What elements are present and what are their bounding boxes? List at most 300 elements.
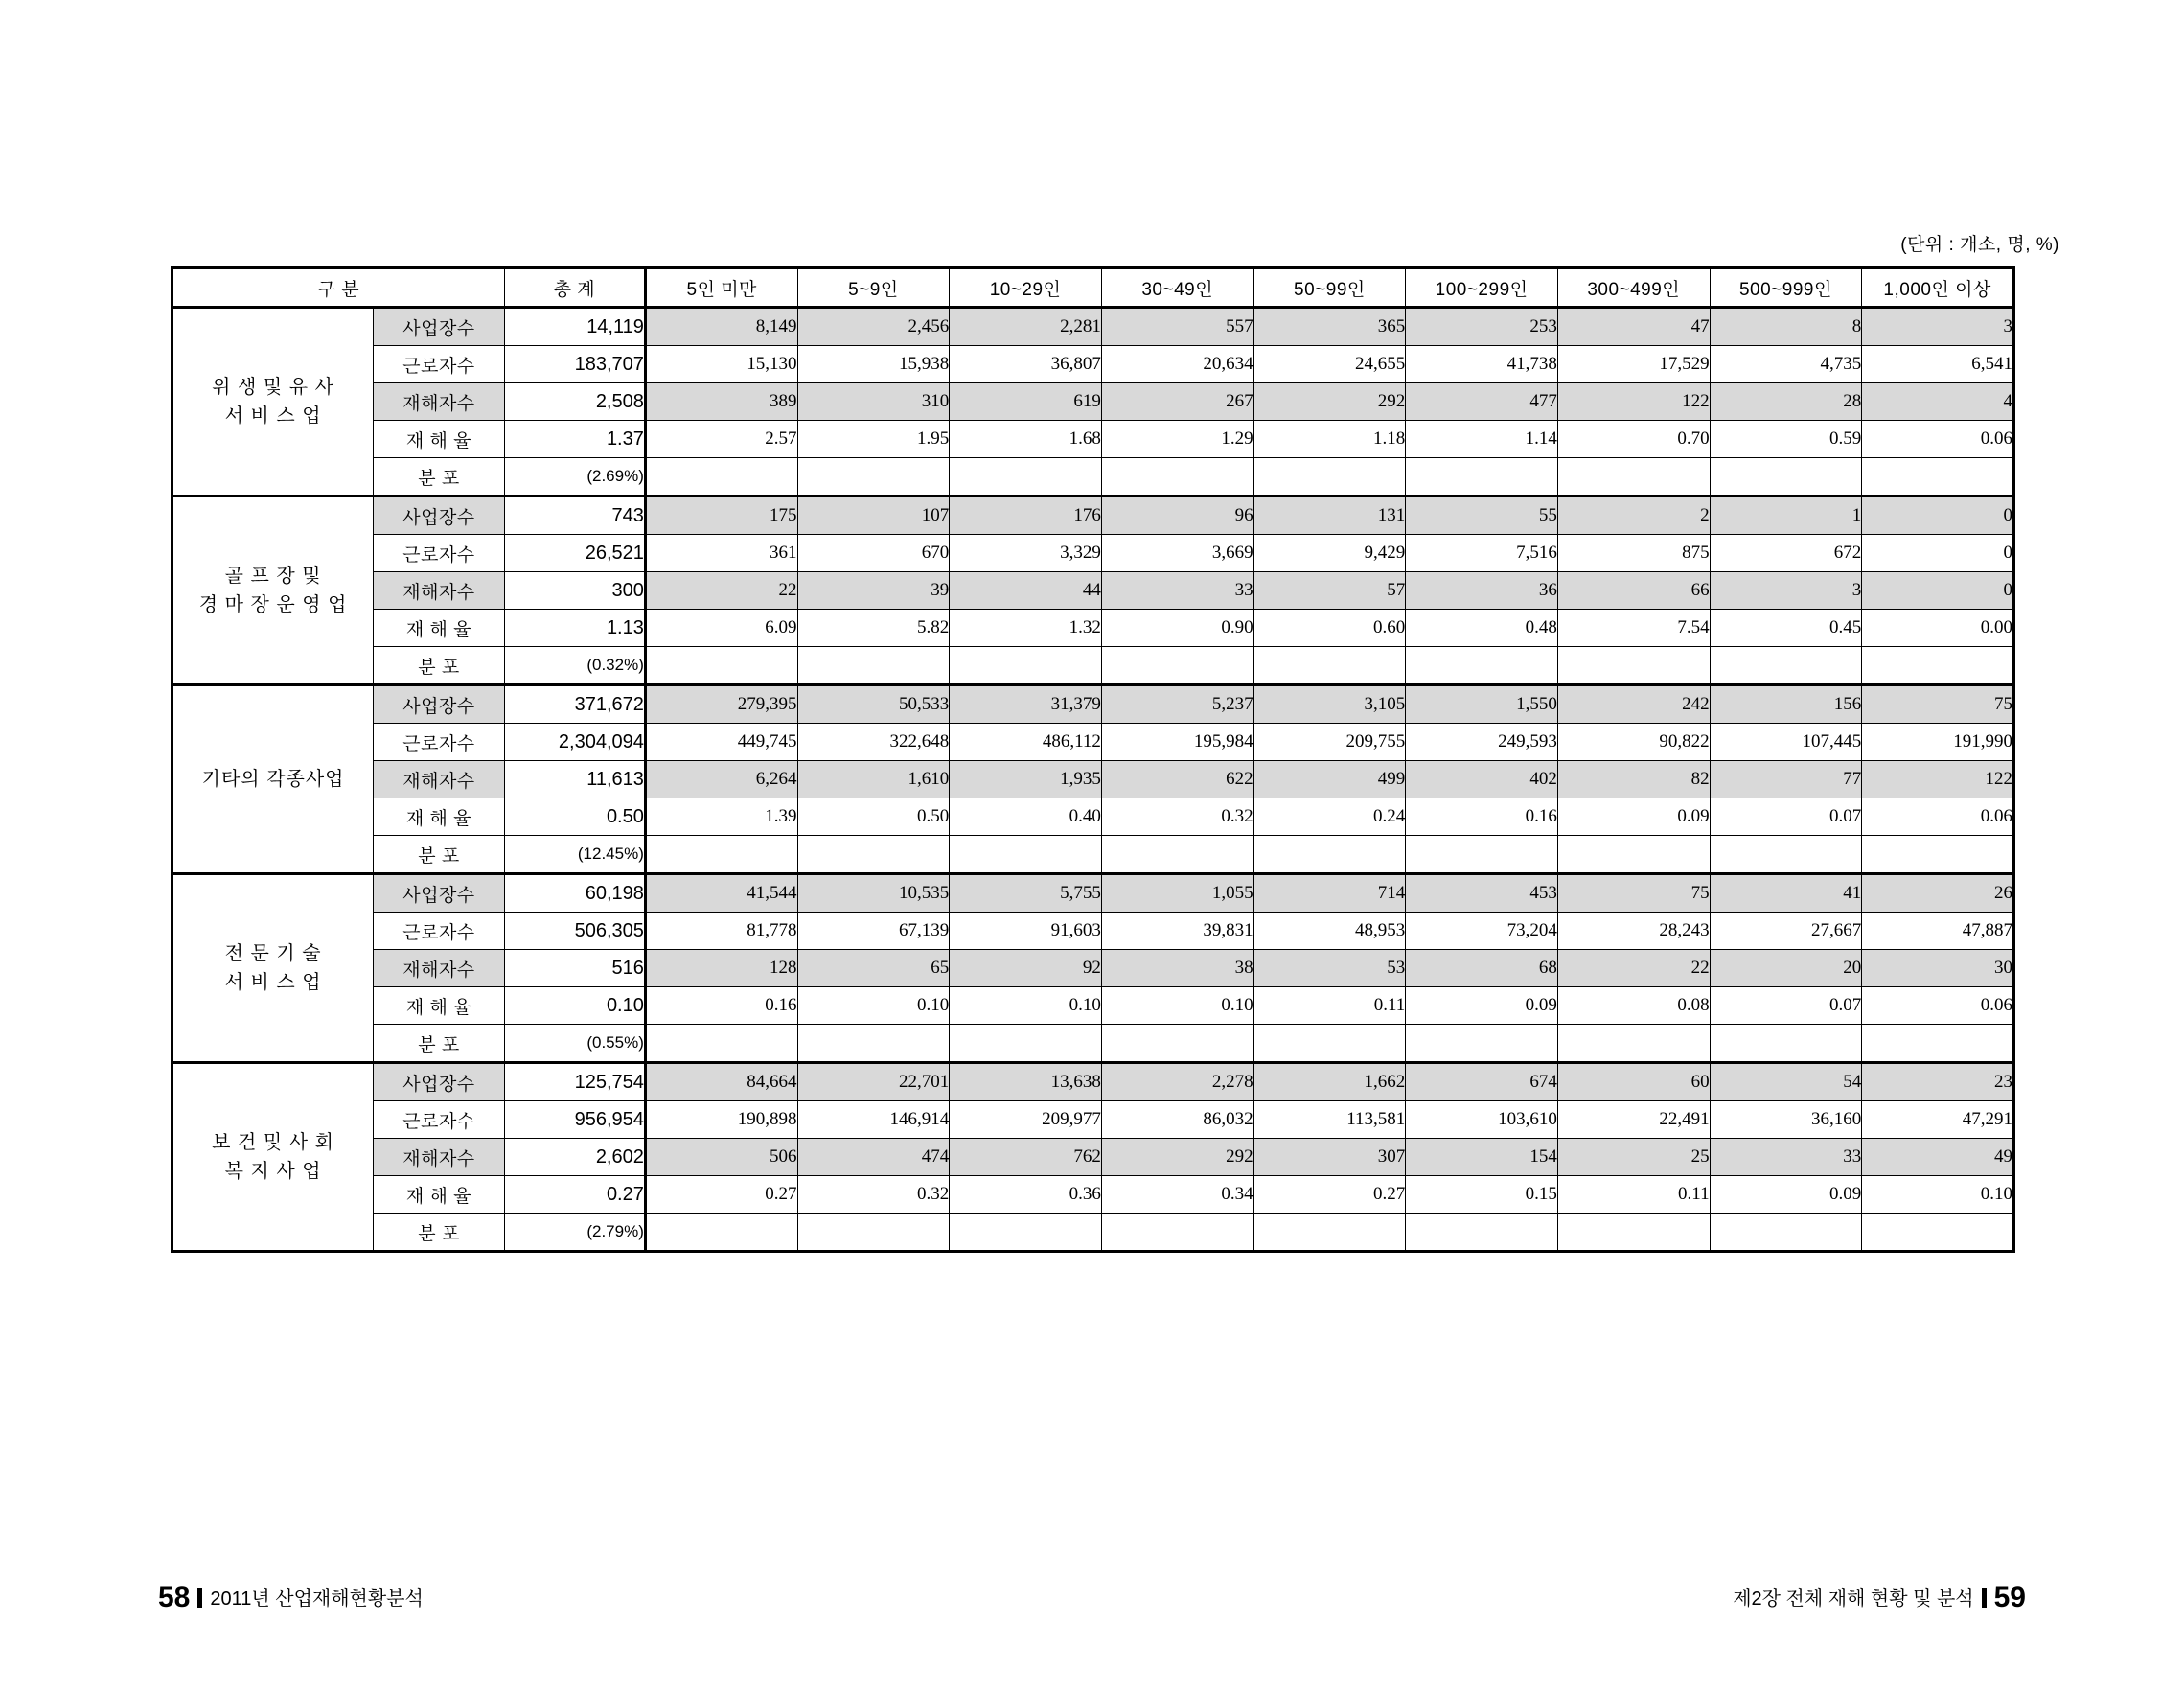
cell: 67,139 bbox=[797, 913, 950, 950]
cell-empty bbox=[1253, 836, 1406, 874]
header-total: 총 계 bbox=[504, 268, 645, 308]
cell-distribution: (2.79%) bbox=[504, 1214, 645, 1252]
cell: 292 bbox=[1253, 383, 1406, 421]
cell: 28,243 bbox=[1557, 913, 1710, 950]
cell: 5,755 bbox=[950, 874, 1102, 913]
table-row bbox=[172, 685, 2014, 724]
cell-total: 183,707 bbox=[504, 346, 645, 383]
cell: 0.06 bbox=[1862, 798, 2014, 836]
cell-total: 0.50 bbox=[504, 798, 645, 836]
header-gubun: 구 분 bbox=[172, 268, 505, 308]
cell-empty bbox=[950, 458, 1102, 497]
cell: 27,667 bbox=[1710, 913, 1862, 950]
cell: 1.29 bbox=[1101, 421, 1253, 458]
table-row bbox=[172, 1139, 2014, 1176]
cell-total: 0.27 bbox=[504, 1176, 645, 1214]
header-300to499: 300~499인 bbox=[1557, 268, 1710, 308]
unit-note: (단위 : 개소, 명, %) bbox=[1900, 235, 2059, 255]
cell-empty bbox=[950, 1214, 1102, 1252]
cell-empty bbox=[1862, 1214, 2014, 1252]
group-label-4: 보 건 및 사 회 복 지 사 업 bbox=[172, 1063, 374, 1252]
table-row bbox=[172, 346, 2014, 383]
cell-empty bbox=[950, 647, 1102, 685]
cell: 0.11 bbox=[1557, 1176, 1710, 1214]
row-label-rate: 재 해 율 bbox=[374, 798, 505, 836]
cell: 1.39 bbox=[645, 798, 797, 836]
cell-total: 60,198 bbox=[504, 874, 645, 913]
cell-empty bbox=[1557, 836, 1710, 874]
cell: 0.70 bbox=[1557, 421, 1710, 458]
cell: 0.27 bbox=[1253, 1176, 1406, 1214]
footer-left bbox=[158, 1582, 424, 1614]
cell-total: 300 bbox=[504, 572, 645, 610]
row-label-accidents: 재해자수 bbox=[374, 572, 505, 610]
cell: 1.95 bbox=[797, 421, 950, 458]
cell: 36 bbox=[1406, 572, 1558, 610]
cell: 156 bbox=[1710, 685, 1862, 724]
cell: 310 bbox=[797, 383, 950, 421]
cell-empty bbox=[1862, 647, 2014, 685]
row-label-workers: 근로자수 bbox=[374, 724, 505, 761]
cell-empty bbox=[1862, 836, 2014, 874]
cell: 619 bbox=[950, 383, 1102, 421]
cell: 0.11 bbox=[1253, 987, 1406, 1025]
cell: 44 bbox=[950, 572, 1102, 610]
cell: 0.60 bbox=[1253, 610, 1406, 647]
cell: 17,529 bbox=[1557, 346, 1710, 383]
cell: 0.24 bbox=[1253, 798, 1406, 836]
cell-distribution: (0.55%) bbox=[504, 1025, 645, 1063]
cell-empty bbox=[1406, 1214, 1558, 1252]
cell: 86,032 bbox=[1101, 1101, 1253, 1139]
statistics-table bbox=[171, 266, 2015, 1253]
cell: 195,984 bbox=[1101, 724, 1253, 761]
table-row bbox=[172, 535, 2014, 572]
cell: 48,953 bbox=[1253, 913, 1406, 950]
cell: 60 bbox=[1557, 1063, 1710, 1101]
cell-empty bbox=[950, 836, 1102, 874]
cell: 0.40 bbox=[950, 798, 1102, 836]
cell: 131 bbox=[1253, 497, 1406, 535]
cell: 242 bbox=[1557, 685, 1710, 724]
cell: 20,634 bbox=[1101, 346, 1253, 383]
cell: 6.09 bbox=[645, 610, 797, 647]
cell: 146,914 bbox=[797, 1101, 950, 1139]
cell: 0.16 bbox=[1406, 798, 1558, 836]
cell-empty bbox=[645, 836, 797, 874]
header-50to99: 50~99인 bbox=[1253, 268, 1406, 308]
cell: 30 bbox=[1862, 950, 2014, 987]
row-label-dist: 분 포 bbox=[374, 836, 505, 874]
table-row bbox=[172, 874, 2014, 913]
row-label-rate: 재 해 율 bbox=[374, 421, 505, 458]
table-row bbox=[172, 987, 2014, 1025]
cell: 474 bbox=[797, 1139, 950, 1176]
table-row bbox=[172, 1176, 2014, 1214]
row-label-rate: 재 해 율 bbox=[374, 987, 505, 1025]
cell-empty bbox=[1710, 647, 1862, 685]
cell: 33 bbox=[1710, 1139, 1862, 1176]
cell: 90,822 bbox=[1557, 724, 1710, 761]
cell: 66 bbox=[1557, 572, 1710, 610]
cell: 762 bbox=[950, 1139, 1102, 1176]
cell: 361 bbox=[645, 535, 797, 572]
cell: 2,278 bbox=[1101, 1063, 1253, 1101]
cell-empty bbox=[1710, 1025, 1862, 1063]
row-label-workplaces: 사업장수 bbox=[374, 685, 505, 724]
cell: 506 bbox=[645, 1139, 797, 1176]
cell: 54 bbox=[1710, 1063, 1862, 1101]
cell: 81,778 bbox=[645, 913, 797, 950]
cell: 53 bbox=[1253, 950, 1406, 987]
cell: 0.16 bbox=[645, 987, 797, 1025]
group-label-2: 기타의 각종사업 bbox=[172, 685, 374, 874]
cell: 0 bbox=[1862, 535, 2014, 572]
cell: 7,516 bbox=[1406, 535, 1558, 572]
cell: 209,755 bbox=[1253, 724, 1406, 761]
table-row bbox=[172, 383, 2014, 421]
cell-total: 0.10 bbox=[504, 987, 645, 1025]
cell: 449,745 bbox=[645, 724, 797, 761]
cell-total: 1.37 bbox=[504, 421, 645, 458]
cell: 122 bbox=[1557, 383, 1710, 421]
cell: 68 bbox=[1406, 950, 1558, 987]
cell: 292 bbox=[1101, 1139, 1253, 1176]
cell: 0.10 bbox=[1862, 1176, 2014, 1214]
cell: 253 bbox=[1406, 308, 1558, 346]
cell-total: 26,521 bbox=[504, 535, 645, 572]
cell: 3,669 bbox=[1101, 535, 1253, 572]
table-row bbox=[172, 572, 2014, 610]
cell-empty bbox=[1101, 458, 1253, 497]
cell: 670 bbox=[797, 535, 950, 572]
cell: 3 bbox=[1862, 308, 2014, 346]
cell: 875 bbox=[1557, 535, 1710, 572]
page-number-right: 59 bbox=[1993, 1582, 2026, 1613]
cell: 0.07 bbox=[1710, 987, 1862, 1025]
cell: 2 bbox=[1557, 497, 1710, 535]
cell: 47,887 bbox=[1862, 913, 2014, 950]
cell-empty bbox=[1557, 458, 1710, 497]
cell: 15,130 bbox=[645, 346, 797, 383]
cell: 5,237 bbox=[1101, 685, 1253, 724]
cell: 477 bbox=[1406, 383, 1558, 421]
row-label-dist: 분 포 bbox=[374, 1214, 505, 1252]
footer-left-text: 2011년 산업재해현황분석 bbox=[210, 1588, 424, 1609]
table-row bbox=[172, 761, 2014, 798]
cell: 267 bbox=[1101, 383, 1253, 421]
cell-total: 371,672 bbox=[504, 685, 645, 724]
cell: 0.32 bbox=[797, 1176, 950, 1214]
cell: 41,544 bbox=[645, 874, 797, 913]
row-label-dist: 분 포 bbox=[374, 647, 505, 685]
cell-empty bbox=[1101, 1214, 1253, 1252]
cell: 31,379 bbox=[950, 685, 1102, 724]
cell: 25 bbox=[1557, 1139, 1710, 1176]
table-row bbox=[172, 836, 2014, 874]
header-100to299: 100~299인 bbox=[1406, 268, 1558, 308]
cell-empty bbox=[1253, 647, 1406, 685]
divider-bar-icon bbox=[1982, 1588, 1987, 1608]
cell: 107 bbox=[797, 497, 950, 535]
cell: 0.59 bbox=[1710, 421, 1862, 458]
cell: 7.54 bbox=[1557, 610, 1710, 647]
cell: 36,807 bbox=[950, 346, 1102, 383]
cell: 22 bbox=[645, 572, 797, 610]
cell: 1,610 bbox=[797, 761, 950, 798]
cell: 0.27 bbox=[645, 1176, 797, 1214]
cell-empty bbox=[1862, 458, 2014, 497]
table-row bbox=[172, 458, 2014, 497]
group-label-1: 골 프 장 및 경 마 장 운 영 업 bbox=[172, 497, 374, 685]
cell: 0.10 bbox=[797, 987, 950, 1025]
cell-total: 2,508 bbox=[504, 383, 645, 421]
cell: 4,735 bbox=[1710, 346, 1862, 383]
page-number-left: 58 bbox=[158, 1582, 191, 1613]
cell: 0.06 bbox=[1862, 421, 2014, 458]
cell-empty bbox=[1710, 1214, 1862, 1252]
cell: 22,701 bbox=[797, 1063, 950, 1101]
cell: 557 bbox=[1101, 308, 1253, 346]
table-row bbox=[172, 798, 2014, 836]
group-label-3: 전 문 기 술 서 비 스 업 bbox=[172, 874, 374, 1063]
cell-empty bbox=[1101, 647, 1253, 685]
table-row bbox=[172, 421, 2014, 458]
cell-empty bbox=[797, 647, 950, 685]
cell-empty bbox=[1253, 1025, 1406, 1063]
cell: 92 bbox=[950, 950, 1102, 987]
row-label-workers: 근로자수 bbox=[374, 1101, 505, 1139]
cell: 0.10 bbox=[1101, 987, 1253, 1025]
cell: 103,610 bbox=[1406, 1101, 1558, 1139]
row-label-workers: 근로자수 bbox=[374, 913, 505, 950]
cell: 209,977 bbox=[950, 1101, 1102, 1139]
cell: 33 bbox=[1101, 572, 1253, 610]
table-header-row bbox=[172, 268, 2014, 308]
cell: 77 bbox=[1710, 761, 1862, 798]
cell: 41 bbox=[1710, 874, 1862, 913]
cell: 2,281 bbox=[950, 308, 1102, 346]
cell: 13,638 bbox=[950, 1063, 1102, 1101]
cell: 154 bbox=[1406, 1139, 1558, 1176]
cell: 175 bbox=[645, 497, 797, 535]
cell: 190,898 bbox=[645, 1101, 797, 1139]
cell: 2.57 bbox=[645, 421, 797, 458]
cell-total: 2,304,094 bbox=[504, 724, 645, 761]
cell: 1,550 bbox=[1406, 685, 1558, 724]
cell: 714 bbox=[1253, 874, 1406, 913]
cell: 0.08 bbox=[1557, 987, 1710, 1025]
cell: 0.36 bbox=[950, 1176, 1102, 1214]
footer-right bbox=[1733, 1582, 2026, 1614]
row-label-accidents: 재해자수 bbox=[374, 761, 505, 798]
group-label-0: 위 생 및 유 사 서 비 스 업 bbox=[172, 308, 374, 497]
cell-total: 743 bbox=[504, 497, 645, 535]
cell: 249,593 bbox=[1406, 724, 1558, 761]
cell: 38 bbox=[1101, 950, 1253, 987]
cell-total: 11,613 bbox=[504, 761, 645, 798]
cell: 1,662 bbox=[1253, 1063, 1406, 1101]
table-row bbox=[172, 724, 2014, 761]
cell: 0 bbox=[1862, 572, 2014, 610]
table-row bbox=[172, 497, 2014, 535]
cell-empty bbox=[1710, 836, 1862, 874]
cell: 6,264 bbox=[645, 761, 797, 798]
cell-empty bbox=[1406, 647, 1558, 685]
cell: 84,664 bbox=[645, 1063, 797, 1101]
cell: 128 bbox=[645, 950, 797, 987]
cell: 82 bbox=[1557, 761, 1710, 798]
row-label-accidents: 재해자수 bbox=[374, 950, 505, 987]
row-label-workplaces: 사업장수 bbox=[374, 308, 505, 346]
cell: 75 bbox=[1862, 685, 2014, 724]
cell: 365 bbox=[1253, 308, 1406, 346]
row-label-workplaces: 사업장수 bbox=[374, 497, 505, 535]
cell: 47,291 bbox=[1862, 1101, 2014, 1139]
cell-empty bbox=[797, 458, 950, 497]
row-label-workplaces: 사업장수 bbox=[374, 874, 505, 913]
cell: 50,533 bbox=[797, 685, 950, 724]
row-label-accidents: 재해자수 bbox=[374, 1139, 505, 1176]
cell: 36,160 bbox=[1710, 1101, 1862, 1139]
row-label-dist: 분 포 bbox=[374, 458, 505, 497]
cell: 0.90 bbox=[1101, 610, 1253, 647]
cell: 113,581 bbox=[1253, 1101, 1406, 1139]
cell: 73,204 bbox=[1406, 913, 1558, 950]
row-label-workers: 근로자수 bbox=[374, 535, 505, 572]
cell: 22,491 bbox=[1557, 1101, 1710, 1139]
cell: 1.18 bbox=[1253, 421, 1406, 458]
cell: 3,105 bbox=[1253, 685, 1406, 724]
divider-bar-icon bbox=[197, 1588, 202, 1608]
cell-empty bbox=[797, 1214, 950, 1252]
row-label-workplaces: 사업장수 bbox=[374, 1063, 505, 1101]
cell: 8,149 bbox=[645, 308, 797, 346]
cell: 39,831 bbox=[1101, 913, 1253, 950]
cell: 674 bbox=[1406, 1063, 1558, 1101]
cell: 1 bbox=[1710, 497, 1862, 535]
cell-empty bbox=[797, 1025, 950, 1063]
cell: 672 bbox=[1710, 535, 1862, 572]
cell: 0.09 bbox=[1406, 987, 1558, 1025]
cell: 0.48 bbox=[1406, 610, 1558, 647]
cell: 0.10 bbox=[950, 987, 1102, 1025]
cell: 3 bbox=[1710, 572, 1862, 610]
cell-empty bbox=[645, 458, 797, 497]
table-row bbox=[172, 647, 2014, 685]
cell-empty bbox=[1862, 1025, 2014, 1063]
cell-empty bbox=[645, 1025, 797, 1063]
header-500to999: 500~999인 bbox=[1710, 268, 1862, 308]
cell: 0.07 bbox=[1710, 798, 1862, 836]
cell: 107,445 bbox=[1710, 724, 1862, 761]
cell-total: 1.13 bbox=[504, 610, 645, 647]
row-label-accidents: 재해자수 bbox=[374, 383, 505, 421]
cell-total: 516 bbox=[504, 950, 645, 987]
cell: 0.45 bbox=[1710, 610, 1862, 647]
cell: 0.50 bbox=[797, 798, 950, 836]
cell: 1.14 bbox=[1406, 421, 1558, 458]
cell: 0.00 bbox=[1862, 610, 2014, 647]
cell: 0.34 bbox=[1101, 1176, 1253, 1214]
cell-empty bbox=[1101, 836, 1253, 874]
cell: 28 bbox=[1710, 383, 1862, 421]
cell: 91,603 bbox=[950, 913, 1102, 950]
cell: 0.32 bbox=[1101, 798, 1253, 836]
table-row bbox=[172, 308, 2014, 346]
cell: 8 bbox=[1710, 308, 1862, 346]
cell: 5.82 bbox=[797, 610, 950, 647]
cell-empty bbox=[1406, 458, 1558, 497]
cell-total: 125,754 bbox=[504, 1063, 645, 1101]
cell: 9,429 bbox=[1253, 535, 1406, 572]
cell-empty bbox=[1710, 458, 1862, 497]
cell: 4 bbox=[1862, 383, 2014, 421]
row-label-rate: 재 해 율 bbox=[374, 610, 505, 647]
cell: 3,329 bbox=[950, 535, 1102, 572]
cell: 486,112 bbox=[950, 724, 1102, 761]
cell: 6,541 bbox=[1862, 346, 2014, 383]
cell: 65 bbox=[797, 950, 950, 987]
header-5to9: 5~9인 bbox=[797, 268, 950, 308]
cell-distribution: (12.45%) bbox=[504, 836, 645, 874]
cell: 1,055 bbox=[1101, 874, 1253, 913]
cell: 402 bbox=[1406, 761, 1558, 798]
cell-empty bbox=[1406, 1025, 1558, 1063]
cell: 96 bbox=[1101, 497, 1253, 535]
cell: 622 bbox=[1101, 761, 1253, 798]
cell: 47 bbox=[1557, 308, 1710, 346]
cell-total: 506,305 bbox=[504, 913, 645, 950]
cell: 322,648 bbox=[797, 724, 950, 761]
header-1000plus: 1,000인 이상 bbox=[1862, 268, 2014, 308]
cell: 1.68 bbox=[950, 421, 1102, 458]
cell-empty bbox=[797, 836, 950, 874]
cell-empty bbox=[645, 647, 797, 685]
cell: 1,935 bbox=[950, 761, 1102, 798]
header-30to49: 30~49인 bbox=[1101, 268, 1253, 308]
cell: 20 bbox=[1710, 950, 1862, 987]
table-row bbox=[172, 950, 2014, 987]
cell: 2,456 bbox=[797, 308, 950, 346]
cell-empty bbox=[950, 1025, 1102, 1063]
cell: 55 bbox=[1406, 497, 1558, 535]
cell: 10,535 bbox=[797, 874, 950, 913]
cell: 0 bbox=[1862, 497, 2014, 535]
cell: 22 bbox=[1557, 950, 1710, 987]
table-row bbox=[172, 1214, 2014, 1252]
cell: 0.09 bbox=[1557, 798, 1710, 836]
cell: 191,990 bbox=[1862, 724, 2014, 761]
cell-total: 956,954 bbox=[504, 1101, 645, 1139]
cell: 499 bbox=[1253, 761, 1406, 798]
header-10to29: 10~29인 bbox=[950, 268, 1102, 308]
cell-empty bbox=[645, 1214, 797, 1252]
cell: 57 bbox=[1253, 572, 1406, 610]
table-row bbox=[172, 1025, 2014, 1063]
cell-empty bbox=[1557, 1214, 1710, 1252]
cell: 75 bbox=[1557, 874, 1710, 913]
row-label-dist: 분 포 bbox=[374, 1025, 505, 1063]
cell-total: 14,119 bbox=[504, 308, 645, 346]
cell: 0.09 bbox=[1710, 1176, 1862, 1214]
cell-empty bbox=[1557, 647, 1710, 685]
cell-total: 2,602 bbox=[504, 1139, 645, 1176]
cell: 307 bbox=[1253, 1139, 1406, 1176]
table-row bbox=[172, 913, 2014, 950]
cell: 26 bbox=[1862, 874, 2014, 913]
cell: 41,738 bbox=[1406, 346, 1558, 383]
